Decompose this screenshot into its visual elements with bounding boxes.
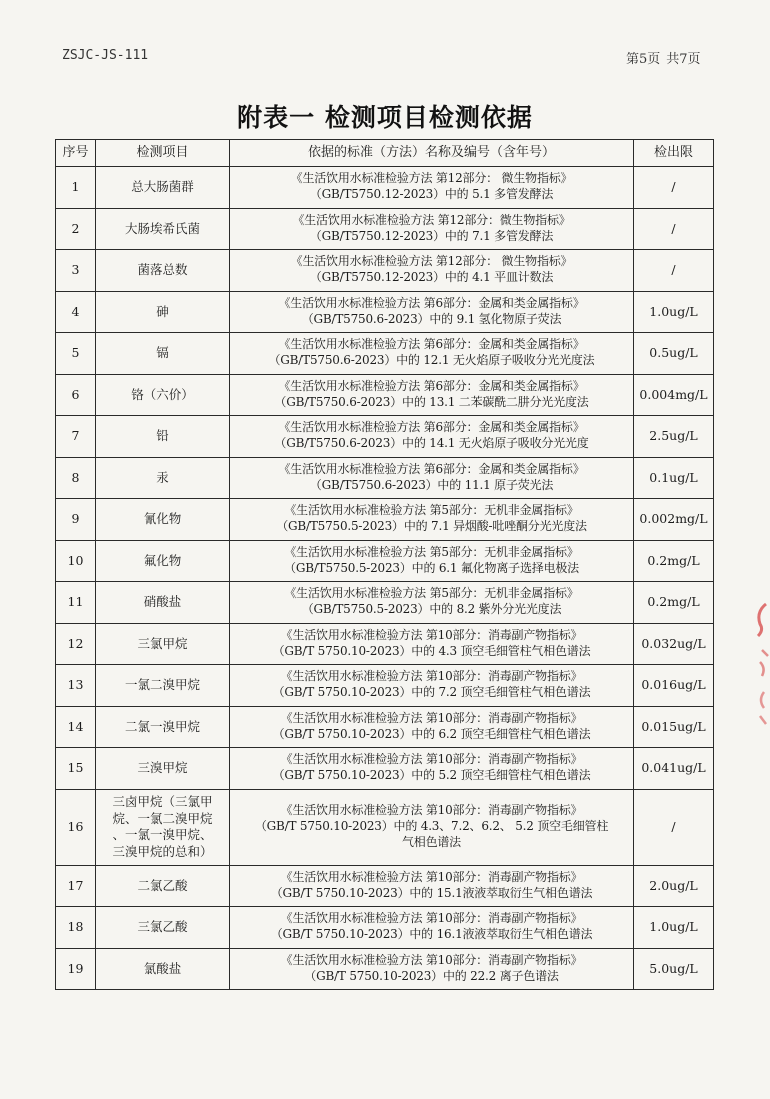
table-row — [56, 416, 714, 458]
table-row — [56, 499, 714, 541]
detection-limit: / — [634, 167, 714, 209]
table-row — [56, 665, 714, 707]
test-item: 汞 — [96, 457, 230, 499]
standard-method — [230, 789, 634, 865]
test-item: 砷 — [96, 291, 230, 333]
row-number: 17 — [56, 865, 96, 907]
standard-code-method: （GB/T 5750.10-2023）中的 5.2 顶空毛细管柱气相色谱法 — [272, 768, 591, 783]
standard-name: 《生活饮用水标准检验方法 第6部分：金属和类金属指标》 — [278, 337, 585, 352]
row-number: 4 — [56, 291, 96, 333]
standard-name: 《生活饮用水标准检验方法 第6部分：金属和类金属指标》 — [278, 461, 585, 476]
table-row — [56, 457, 714, 499]
standard-method — [230, 457, 634, 499]
standard-code-method: （GB/T 5750.10-2023）中的 16.1液液萃取衍生气相色谱法 — [270, 927, 593, 942]
table-row — [56, 706, 714, 748]
row-number: 9 — [56, 499, 96, 541]
test-item: 铬（六价） — [96, 374, 230, 416]
standard-code-method: （GB/T5750.6-2023）中的 11.1 原子荧光法 — [309, 477, 554, 492]
detection-limit: 0.5ug/L — [634, 333, 714, 375]
table-row — [56, 948, 714, 990]
standard-name: 《生活饮用水标准检验方法 第10部分：消毒副产物指标》 — [280, 710, 583, 725]
test-item: 总大肠菌群 — [96, 167, 230, 209]
detection-limit: 0.004mg/L — [634, 374, 714, 416]
table-row — [56, 623, 714, 665]
standard-method — [230, 706, 634, 748]
detection-limit: / — [634, 789, 714, 865]
detection-limit: 0.041ug/L — [634, 748, 714, 790]
table-row — [56, 748, 714, 790]
header-limit: 检出限 — [634, 140, 714, 167]
row-number: 19 — [56, 948, 96, 990]
row-number: 3 — [56, 250, 96, 292]
standard-method — [230, 865, 634, 907]
standard-name: 《生活饮用水标准检验方法 第10部分：消毒副产物指标》 — [280, 752, 583, 767]
standard-name: 《生活饮用水标准检验方法 第6部分：金属和类金属指标》 — [278, 378, 585, 393]
standard-method — [230, 250, 634, 292]
detection-limit: 0.2mg/L — [634, 582, 714, 624]
standard-code-method: （GB/T5750.12-2023）中的 7.1 多管发酵法 — [309, 228, 554, 243]
page-number — [626, 48, 707, 67]
row-number: 14 — [56, 706, 96, 748]
standard-code-method: （GB/T 5750.10-2023）中的 6.2 顶空毛细管柱气相色谱法 — [272, 726, 591, 741]
table-row — [56, 333, 714, 375]
standard-line: （GB/T 5750.10-2023）中的 4.3、7.2、6.2、 5.2 顶空毛细管柱 — [254, 819, 609, 834]
detection-basis-table — [55, 139, 714, 990]
table-row — [56, 865, 714, 907]
standard-name: 《生活饮用水标准检验方法 第12部分： 微生物指标》 — [290, 254, 573, 269]
standard-method — [230, 374, 634, 416]
standard-name: 《生活饮用水标准检验方法 第5部分：无机非金属指标》 — [284, 544, 579, 559]
detection-limit: 0.015ug/L — [634, 706, 714, 748]
standard-name: 《生活饮用水标准检验方法 第10部分：消毒副产物指标》 — [280, 952, 583, 967]
table-row — [56, 540, 714, 582]
header-no: 序号 — [56, 140, 96, 167]
table-row — [56, 789, 714, 865]
header-item: 检测项目 — [96, 140, 230, 167]
standard-code-method: （GB/T5750.12-2023）中的 4.1 平皿计数法 — [309, 270, 554, 285]
row-number: 11 — [56, 582, 96, 624]
standard-code-method: （GB/T 5750.10-2023）中的 7.2 顶空毛细管柱气相色谱法 — [272, 685, 591, 700]
detection-limit: 0.016ug/L — [634, 665, 714, 707]
standard-line: 《生活饮用水标准检验方法 第10部分：消毒副产物指标》 — [280, 803, 583, 818]
standard-code-method: （GB/T 5750.10-2023）中的 4.3 顶空毛细管柱气相色谱法 — [272, 643, 591, 658]
detection-limit: 2.5ug/L — [634, 416, 714, 458]
table-row — [56, 250, 714, 292]
row-number: 18 — [56, 907, 96, 949]
test-item: 三氯甲烷 — [96, 623, 230, 665]
standard-code-method: （GB/T 5750.10-2023）中的 15.1液液萃取衍生气相色谱法 — [270, 885, 593, 900]
row-number: 15 — [56, 748, 96, 790]
row-number: 13 — [56, 665, 96, 707]
standard-method — [230, 665, 634, 707]
standard-name: 《生活饮用水标准检验方法 第12部分： 微生物指标》 — [290, 171, 573, 186]
standard-method — [230, 582, 634, 624]
standard-name: 《生活饮用水标准检验方法 第6部分：金属和类金属指标》 — [278, 420, 585, 435]
standard-method — [230, 623, 634, 665]
test-item: 三溴甲烷 — [96, 748, 230, 790]
standard-code-method: （GB/T5750.5-2023）中的 8.2 紫外分光光度法 — [301, 602, 562, 617]
test-item: 三氯乙酸 — [96, 907, 230, 949]
standard-name: 《生活饮用水标准检验方法 第10部分：消毒副产物指标》 — [280, 869, 583, 884]
detection-limit: 0.1ug/L — [634, 457, 714, 499]
table-header-row — [56, 140, 714, 167]
test-item: 硝酸盐 — [96, 582, 230, 624]
detection-limit: 1.0ug/L — [634, 907, 714, 949]
standard-line: 气相色谱法 — [401, 834, 461, 849]
table-row — [56, 208, 714, 250]
detection-limit: / — [634, 208, 714, 250]
test-item: 大肠埃希氏菌 — [96, 208, 230, 250]
standard-method — [230, 748, 634, 790]
page-title: 附表一 检测项目检测依据 — [237, 103, 533, 132]
table-row — [56, 582, 714, 624]
standard-code-method: （GB/T5750.6-2023）中的 9.1 氢化物原子荧法 — [301, 311, 562, 326]
table-row — [56, 907, 714, 949]
row-number: 16 — [56, 789, 96, 865]
table-row — [56, 291, 714, 333]
test-item: 氟化物 — [96, 540, 230, 582]
detection-limit: 1.0ug/L — [634, 291, 714, 333]
standard-method — [230, 499, 634, 541]
standard-method — [230, 291, 634, 333]
test-item-line: 烷、一氯二溴甲烷 — [112, 810, 213, 826]
detection-limit: 5.0ug/L — [634, 948, 714, 990]
row-number: 10 — [56, 540, 96, 582]
test-item: 二氯一溴甲烷 — [96, 706, 230, 748]
standard-code-method: （GB/T5750.6-2023）中的 14.1 无火焰原子吸收分光光度 — [274, 436, 589, 451]
red-seal-fragment — [750, 600, 770, 730]
test-item — [96, 789, 230, 865]
standard-name: 《生活饮用水标准检验方法 第10部分：消毒副产物指标》 — [280, 627, 583, 642]
standard-method — [230, 333, 634, 375]
test-item: 氯酸盐 — [96, 948, 230, 990]
standard-method — [230, 167, 634, 209]
standard-method — [230, 907, 634, 949]
standard-name: 《生活饮用水标准检验方法 第12部分：微生物指标》 — [292, 212, 571, 227]
header-standard: 依据的标准（方法）名称及编号（含年号） — [230, 140, 634, 167]
document-code: ZSJC-JS-111 — [62, 48, 149, 63]
row-number: 5 — [56, 333, 96, 375]
detection-limit: 0.002mg/L — [634, 499, 714, 541]
page-current: 第5页 — [626, 52, 661, 67]
table-row — [56, 374, 714, 416]
standard-code-method: （GB/T5750.6-2023）中的 13.1 二苯碳酰二肼分光光度法 — [274, 394, 589, 409]
row-number: 2 — [56, 208, 96, 250]
standard-method — [230, 540, 634, 582]
standard-name: 《生活饮用水标准检验方法 第5部分：无机非金属指标》 — [284, 503, 579, 518]
row-number: 7 — [56, 416, 96, 458]
test-item-line: 、一氯一溴甲烷、 — [112, 827, 213, 842]
standard-name: 《生活饮用水标准检验方法 第5部分：无机非金属指标》 — [284, 586, 579, 601]
row-number: 6 — [56, 374, 96, 416]
standard-code-method: （GB/T5750.12-2023）中的 5.1 多管发酵法 — [309, 187, 554, 202]
detection-limit: 0.032ug/L — [634, 623, 714, 665]
detection-limit: 0.2mg/L — [634, 540, 714, 582]
row-number: 8 — [56, 457, 96, 499]
table-row — [56, 167, 714, 209]
standard-name: 《生活饮用水标准检验方法 第10部分：消毒副产物指标》 — [280, 911, 583, 926]
standard-method — [230, 416, 634, 458]
row-number: 12 — [56, 623, 96, 665]
test-item: 镉 — [96, 333, 230, 375]
standard-code-method: （GB/T 5750.10-2023）中的 22.2 离子色谱法 — [304, 968, 559, 983]
detection-limit: 2.0ug/L — [634, 865, 714, 907]
standard-name: 《生活饮用水标准检验方法 第10部分：消毒副产物指标》 — [280, 669, 583, 684]
row-number: 1 — [56, 167, 96, 209]
standard-code-method: （GB/T5750.6-2023）中的 12.1 无火焰原子吸收分光光度法 — [268, 353, 595, 368]
detection-limit: / — [634, 250, 714, 292]
standard-name: 《生活饮用水标准检验方法 第6部分：金属和类金属指标》 — [278, 295, 585, 310]
test-item: 铅 — [96, 416, 230, 458]
standard-method — [230, 208, 634, 250]
standard-code-method: （GB/T5750.5-2023）中的 7.1 异烟酸-吡唑酮分光光度法 — [276, 519, 587, 534]
page-total: 共7页 — [666, 52, 701, 67]
test-item: 氰化物 — [96, 499, 230, 541]
test-item-line: 三卤甲烷（三氯甲 — [112, 794, 213, 809]
test-item-line: 三溴甲烷的总和） — [112, 843, 213, 859]
test-item: 菌落总数 — [96, 250, 230, 292]
test-item: 二氯乙酸 — [96, 865, 230, 907]
standard-method — [230, 948, 634, 990]
standard-code-method: （GB/T5750.5-2023）中的 6.1 氟化物离子选择电极法 — [284, 560, 579, 575]
test-item: 一氯二溴甲烷 — [96, 665, 230, 707]
